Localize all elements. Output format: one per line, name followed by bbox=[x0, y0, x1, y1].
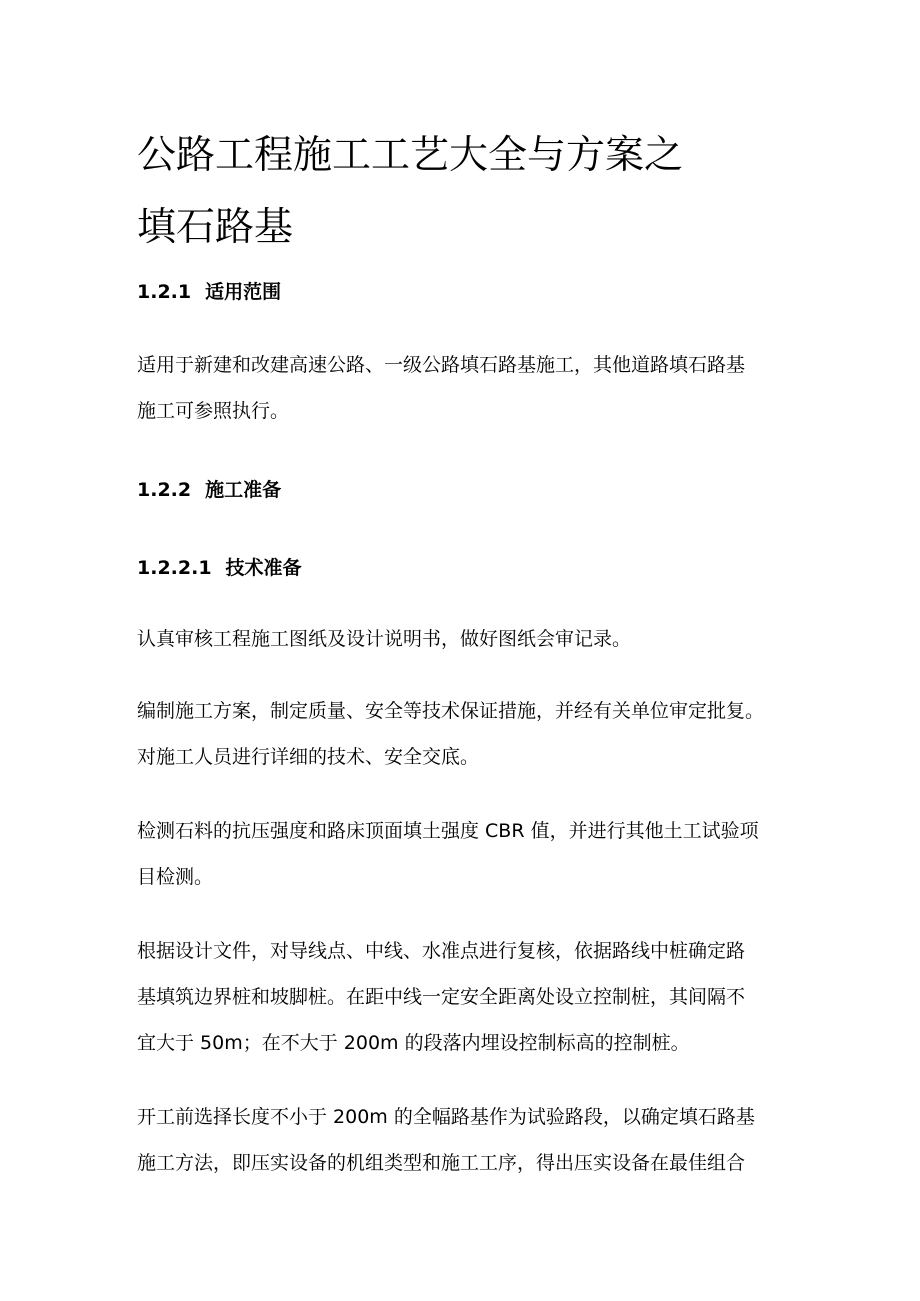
paragraph-line: 检测石料的抗压强度和路床顶面填土强度 CBR 值，并进行其他土工试验项 bbox=[137, 820, 759, 842]
paragraph-line: 根据设计文件，对导线点、中线、水准点进行复核，依据路线中桩确定路 bbox=[137, 940, 746, 962]
section-label: 施工准备 bbox=[205, 479, 282, 501]
section-number: 1.2.2.1 bbox=[137, 557, 212, 579]
section-number: 1.2.1 bbox=[137, 281, 192, 303]
paragraph-line: 认真审核工程施工图纸及设计说明书，做好图纸会审记录。 bbox=[137, 628, 632, 650]
paragraph-line: 宜大于 50m；在不大于 200m 的段落内埋设控制标高的控制桩。 bbox=[137, 1032, 690, 1054]
section-heading-preparation bbox=[137, 481, 281, 500]
document-title-line-1: 公路工程施工工艺大全与方案之 bbox=[137, 133, 684, 178]
paragraph-line: 基填筑边界桩和坡脚桩。在距中线一定安全距离处设立控制桩，其间隔不 bbox=[137, 986, 746, 1008]
paragraph-line: 对施工人员进行详细的技术、安全交底。 bbox=[137, 746, 480, 768]
paragraph-line: 编制施工方案，制定质量、安全等技术保证措施，并经有关单位审定批复。 bbox=[137, 700, 765, 722]
paragraph-line: 施工方法，即压实设备的机组类型和施工工序，得出压实设备在最佳组合 bbox=[137, 1152, 746, 1174]
paragraph-line: 施工可参照执行。 bbox=[137, 400, 290, 422]
section-label: 技术准备 bbox=[225, 557, 302, 579]
paragraph-line: 目检测。 bbox=[137, 866, 214, 888]
document-title-line-2: 填石路基 bbox=[137, 205, 294, 250]
paragraph-line: 开工前选择长度不小于 200m 的全幅路基作为试验路段，以确定填石路基 bbox=[137, 1106, 755, 1128]
paragraph-line: 适用于新建和改建高速公路、一级公路填石路基施工，其他道路填石路基 bbox=[137, 354, 746, 376]
section-label: 适用范围 bbox=[205, 281, 282, 303]
paragraph-plan bbox=[137, 702, 797, 794]
paragraph-survey bbox=[137, 942, 797, 1080]
paragraph-scope bbox=[137, 356, 797, 448]
paragraph-testing bbox=[137, 822, 797, 914]
subsection-heading-technical bbox=[137, 559, 302, 578]
paragraph-trial-section bbox=[137, 1108, 797, 1200]
section-heading-scope bbox=[137, 283, 281, 302]
paragraph-review bbox=[137, 630, 797, 676]
section-number: 1.2.2 bbox=[137, 479, 192, 501]
